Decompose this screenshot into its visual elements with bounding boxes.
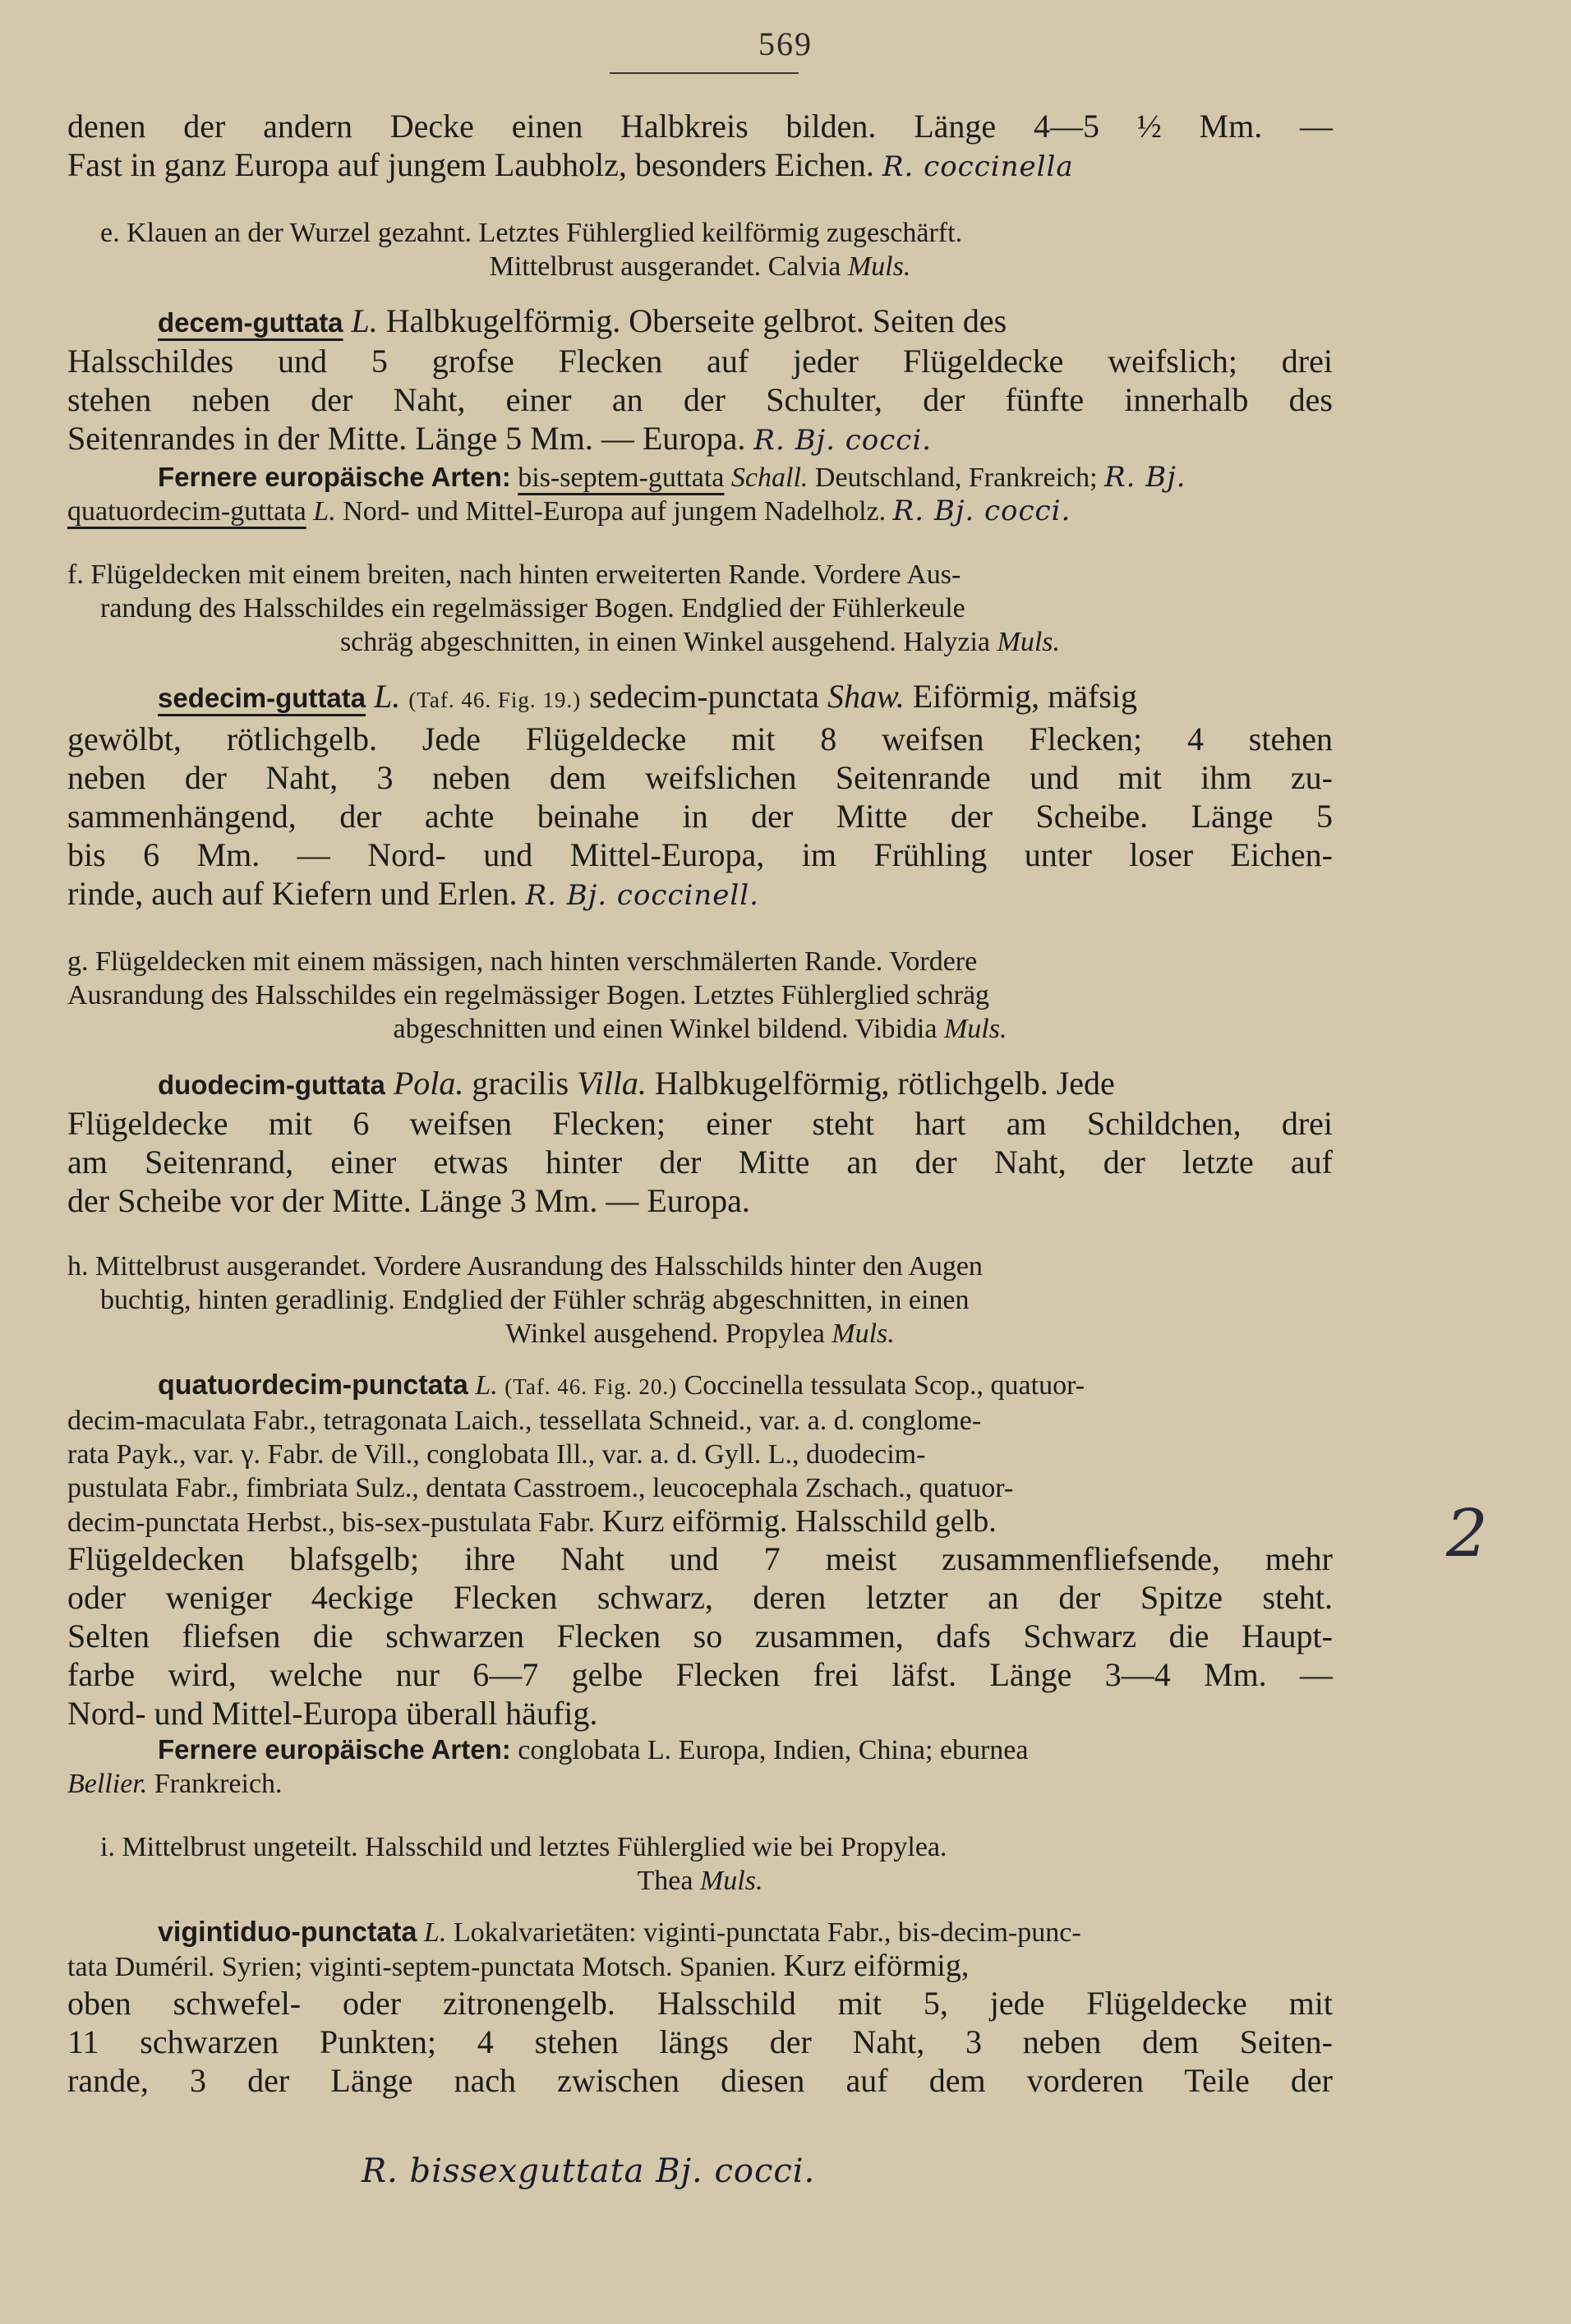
species-author: L. bbox=[374, 678, 401, 715]
key-entry-f: f. Flügeldecken mit einem breiten, nach hinten erweiterten Rande. Vordere Aus- bbox=[67, 559, 961, 590]
page-body bbox=[67, 107, 1333, 2100]
text-span: Nord- und Mittel-Europa auf jungem Nadelholz. bbox=[343, 496, 887, 527]
species-author: L. bbox=[351, 302, 378, 339]
synonym-line: pustulata Fabr., fimbriata Sulz., dentata Casstroem., leucocephala Zschach., quatuor- bbox=[67, 1473, 1014, 1503]
text-span: Frankreich. bbox=[154, 1769, 283, 1799]
species-author: Bellier. bbox=[67, 1769, 148, 1799]
text-line: stehen neben der Naht, einer an der Schulter, der fünfte innerhalb des bbox=[67, 381, 1333, 418]
species-name: quatuordecim-punctata bbox=[158, 1369, 468, 1401]
species-author: L. bbox=[313, 496, 336, 527]
handwritten-note: R. Bj. cocci. bbox=[892, 495, 1071, 527]
species-heading-sedecim-guttata bbox=[67, 677, 1333, 720]
synonym-line: rata Payk., var. γ. Fabr. de Vill., conglobata Ill., var. a. d. Gyll. L., duodecim- bbox=[67, 1439, 926, 1470]
genus-author: Muls. bbox=[847, 251, 911, 282]
text-span: abgeschnitten und einen Winkel bildend. Vibidia bbox=[393, 1014, 938, 1044]
text-span: Thea bbox=[637, 1866, 693, 1896]
text-span: Mittelbrust ausgerandet. Calvia bbox=[489, 251, 841, 282]
species-author: L. bbox=[475, 1370, 498, 1401]
species-heading-decem-guttata bbox=[67, 301, 1333, 342]
key-entry-i-genus bbox=[67, 1864, 1333, 1898]
key-entry-f-genus bbox=[67, 625, 1333, 659]
text-line: gewölbt, rötlichgelb. Jede Flügeldecke mit 8 weifsen Flecken; 4 stehen bbox=[67, 720, 1333, 757]
species-author: Pola. bbox=[393, 1065, 464, 1102]
page-number: 569 bbox=[758, 25, 813, 62]
text-line: buchtig, hinten geradlinig. Endglied der Fühler schräg abgeschnitten, in einen bbox=[100, 1285, 970, 1315]
text-line: oben schwefel- oder zitronengelb. Halsschild mit 5, jede Flügeldecke mit bbox=[67, 1985, 1333, 2022]
text-line: neben der Naht, 3 neben dem weifslichen Seitenrande und mit ihm zu- bbox=[67, 759, 1333, 796]
text-line: Ausrandung des Halsschildes ein regelmässiger Bogen. Letztes Fühlerglied schräg bbox=[67, 980, 990, 1010]
species-name: bis-septem-guttata bbox=[518, 462, 725, 493]
other-species-line bbox=[67, 1733, 1333, 1767]
margin-handwritten-mark: 2 bbox=[1446, 1495, 1488, 1572]
text-span: tata Duméril. Syrien; viginti-septem-punctata Motsch. Spanien. bbox=[67, 1952, 777, 1982]
text-line: sammenhängend, der achte beinahe in der Mitte der Scheibe. Länge 5 bbox=[67, 798, 1333, 835]
key-entry-h-genus bbox=[67, 1317, 1333, 1351]
other-species-label: Fernere europäische Arten: bbox=[158, 1734, 511, 1765]
other-species-line bbox=[67, 460, 1333, 495]
text-line: Nord- und Mittel-Europa überall häufig. bbox=[67, 1695, 598, 1732]
synonym-line: decim-maculata Fabr., tetragonata Laich., tessellata Schneid., var. a. d. conglome- bbox=[67, 1406, 982, 1436]
handwritten-note: R. Bj. cocci. bbox=[753, 424, 932, 457]
species-name: duodecim-guttata bbox=[158, 1070, 385, 1100]
key-entry-g: g. Flügeldecken mit einem mässigen, nach hinten verschmälerten Rande. Vordere bbox=[67, 946, 978, 977]
key-entry-i: i. Mittelbrust ungeteilt. Halsschild und letztes Fühlerglied wie bei Propylea. bbox=[100, 1832, 947, 1862]
text-line: der Scheibe vor der Mitte. Länge 3 Mm. — Europa. bbox=[67, 1182, 750, 1219]
text-line: farbe wird, welche nur 6—7 gelbe Flecken frei läfst. Länge 3—4 Mm. — bbox=[67, 1656, 1333, 1693]
text-line: Selten fliefsen die schwarzen Flecken so zusammen, dafs Schwarz die Haupt- bbox=[67, 1618, 1333, 1654]
species-name: quatuordecim-guttata bbox=[67, 496, 306, 527]
synonym: sedecim-punctata bbox=[589, 678, 820, 715]
text-line bbox=[67, 145, 1333, 186]
text-span: Winkel ausgehend. Propylea bbox=[505, 1318, 825, 1349]
synonym-line bbox=[67, 1505, 1333, 1539]
handwritten-note-bottom: R. bissexguttata Bj. cocci. bbox=[362, 2152, 816, 2190]
genus-author: Muls. bbox=[943, 1014, 1007, 1044]
text-line: randung des Halsschildes ein regelmässiger Bogen. Endglied der Fühlerkeule bbox=[100, 593, 965, 624]
species-author: L. bbox=[423, 1917, 447, 1948]
text-span: Halbkugelförmig. Oberseite gelbrot. Seiten des bbox=[385, 302, 1007, 339]
synonym-author: Shaw. bbox=[827, 678, 905, 715]
text-span: conglobata L. Europa, Indien, China; eburnea bbox=[518, 1735, 1029, 1765]
text-line: rande, 3 der Länge nach zwischen diesen auf dem vorderen Teile der bbox=[67, 2062, 1333, 2099]
species-author: Schall. bbox=[730, 462, 809, 493]
figure-reference: (Taf. 46. Fig. 20.) bbox=[504, 1374, 678, 1399]
other-species-label: Fernere europäische Arten: bbox=[158, 462, 511, 492]
other-species-line bbox=[67, 1767, 1333, 1801]
text-line: am Seitenrand, einer etwas hinter der Mitte an der Naht, der letzte auf bbox=[67, 1144, 1333, 1180]
genus-author: Muls. bbox=[832, 1318, 895, 1349]
text-span: Eiförmig, mäfsig bbox=[912, 678, 1138, 715]
species-name: vigintiduo-punctata bbox=[158, 1917, 417, 1948]
text-span: Fast in ganz Europa auf jungem Laubholz, besonders Eichen. bbox=[67, 146, 874, 183]
header-rule bbox=[610, 72, 799, 74]
text-span: Deutschland, Frankreich; bbox=[814, 462, 1098, 493]
text-line: oder weniger 4eckige Flecken schwarz, deren letzter an der Spitze steht. bbox=[67, 1579, 1333, 1616]
text-line: Flügeldecken blafsgelb; ihre Naht und 7 meist zusammenfliefsende, mehr bbox=[67, 1540, 1333, 1577]
text-span: decim-punctata Herbst., bis-sex-pustulata Fabr. bbox=[67, 1507, 596, 1538]
text-line: 11 schwarzen Punkten; 4 stehen längs der Naht, 3 neben dem Seiten- bbox=[67, 2023, 1333, 2060]
text-line: bis 6 Mm. — Nord- und Mittel-Europa, im Frühling unter loser Eichen- bbox=[67, 836, 1333, 873]
species-name: decem-guttata bbox=[158, 307, 343, 338]
text-span: Halbkugelförmig, rötlichgelb. Jede bbox=[654, 1065, 1115, 1102]
text-span: Kurz eiförmig. Halsschild gelb. bbox=[601, 1504, 997, 1539]
text-line bbox=[67, 874, 1333, 915]
species-heading-duodecim-guttata bbox=[67, 1064, 1333, 1104]
text-span: schräg abgeschnitten, in einen Winkel ausgehend. Halyzia bbox=[339, 627, 991, 657]
genus-author: Muls. bbox=[699, 1866, 763, 1896]
key-entry-g-genus bbox=[67, 1012, 1333, 1046]
synonym-line bbox=[67, 1949, 1333, 1984]
species-heading-quatuordecim-punctata bbox=[67, 1369, 1333, 1404]
handwritten-note: R. coccinella bbox=[882, 150, 1074, 183]
handwritten-note: R. Bj. coccinell. bbox=[525, 879, 759, 912]
other-species-line bbox=[67, 495, 1333, 528]
genus-author: Muls. bbox=[997, 627, 1061, 657]
species-name: sedecim-guttata bbox=[158, 683, 366, 713]
key-entry-h: h. Mittelbrust ausgerandet. Vordere Ausrandung des Halsschilds hinter den Augen bbox=[67, 1251, 983, 1282]
synonym-list: Lokalvarietäten: viginti-punctata Fabr., bis-decim-punc- bbox=[453, 1917, 1081, 1948]
text-line: Halsschildes und 5 grofse Flecken auf jeder Flügeldecke weifslich; drei bbox=[67, 343, 1333, 380]
text-line: denen der andern Decke einen Halbkreis bilden. Länge 4—5 ½ Mm. — bbox=[67, 108, 1333, 145]
key-entry-e: e. Klauen an der Wurzel gezahnt. Letztes Fühlerglied keilförmig zugeschärft. bbox=[100, 218, 963, 248]
text-span: Kurz eiförmig, bbox=[783, 1949, 970, 1983]
synonym-list: Coccinella tessulata Scop., quatuor- bbox=[684, 1370, 1085, 1401]
text-span: rinde, auch auf Kiefern und Erlen. bbox=[67, 875, 518, 912]
synonym-author: Villa. bbox=[577, 1065, 647, 1102]
figure-reference: (Taf. 46. Fig. 19.) bbox=[408, 688, 582, 712]
species-heading-vigintiduo-punctata bbox=[67, 1916, 1333, 1949]
text-line: Flügeldecke mit 6 weifsen Flecken; einer steht hart am Schildchen, drei bbox=[67, 1105, 1333, 1142]
text-line bbox=[67, 419, 1333, 460]
text-span: Seitenrandes in der Mitte. Länge 5 Mm. — Europa. bbox=[67, 420, 746, 457]
handwritten-note: R. Bj. bbox=[1104, 461, 1186, 494]
key-entry-e-genus bbox=[67, 250, 1333, 283]
synonym: gracilis bbox=[472, 1065, 569, 1102]
